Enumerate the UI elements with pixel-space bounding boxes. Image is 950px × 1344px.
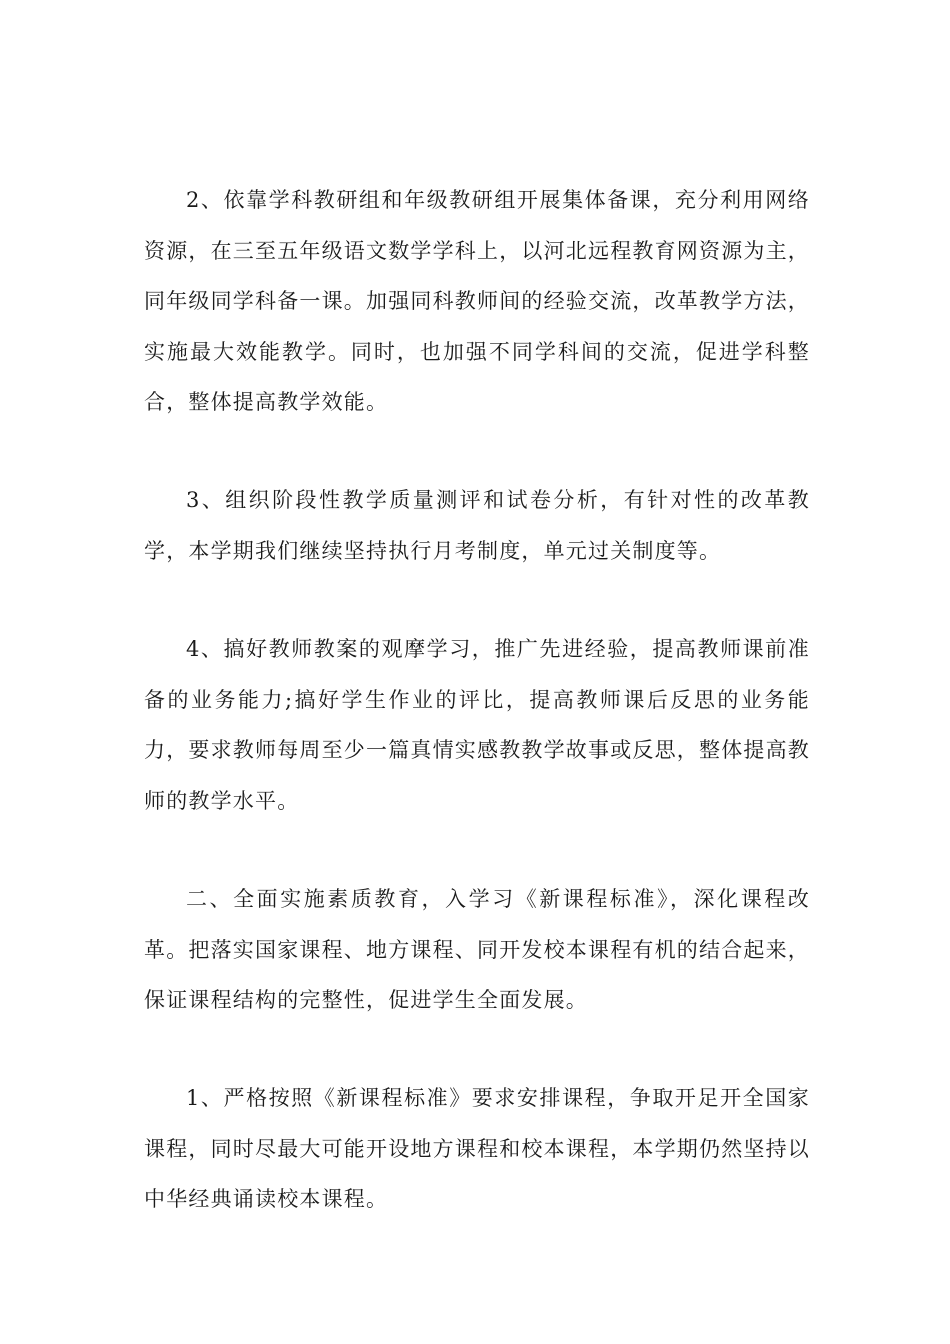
paragraph-quality-assessment: 3、组织阶段性教学质量测评和试卷分析，有针对性的改革教学，本学期我们继续坚持执行月考制度，单元过关制度等。 [144,488,810,563]
paragraph-lesson-plan-review: 4、搞好教师教案的观摩学习，推广先进经验，提高教师课前准备的业务能力;搞好学生作业的评比，提高教师课后反思的业务能力，要求教师每周至少一篇真情实感教教学故事或反思，整体提高教师的教学水平。 [144,637,810,813]
paragraph-teaching-research: 2、依靠学科教研组和年级教研组开展集体备课，充分利用网络资源，在三至五年级语文数学学科上，以河北远程教育网资源为主，同年级同学科备一课。加强同科教师间的经验交流，改革教学方法，实施最大效能教学。同时，也加强不同学科间的交流，促进学科整合，整体提高教学效能。 [144,188,810,414]
paragraph-curriculum-arrangement: 1、严格按照《新课程标准》要求安排课程，争取开足开全国家课程，同时尽最大可能开设地方课程和校本课程，本学期仍然坚持以中华经典诵读校本课程。 [144,1086,810,1211]
paragraph-section-two-heading: 二、全面实施素质教育，入学习《新课程标准》，深化课程改革。把落实国家课程、地方课程、同开发校本课程有机的结合起来，保证课程结构的完整性，促进学生全面发展。 [144,887,810,1012]
